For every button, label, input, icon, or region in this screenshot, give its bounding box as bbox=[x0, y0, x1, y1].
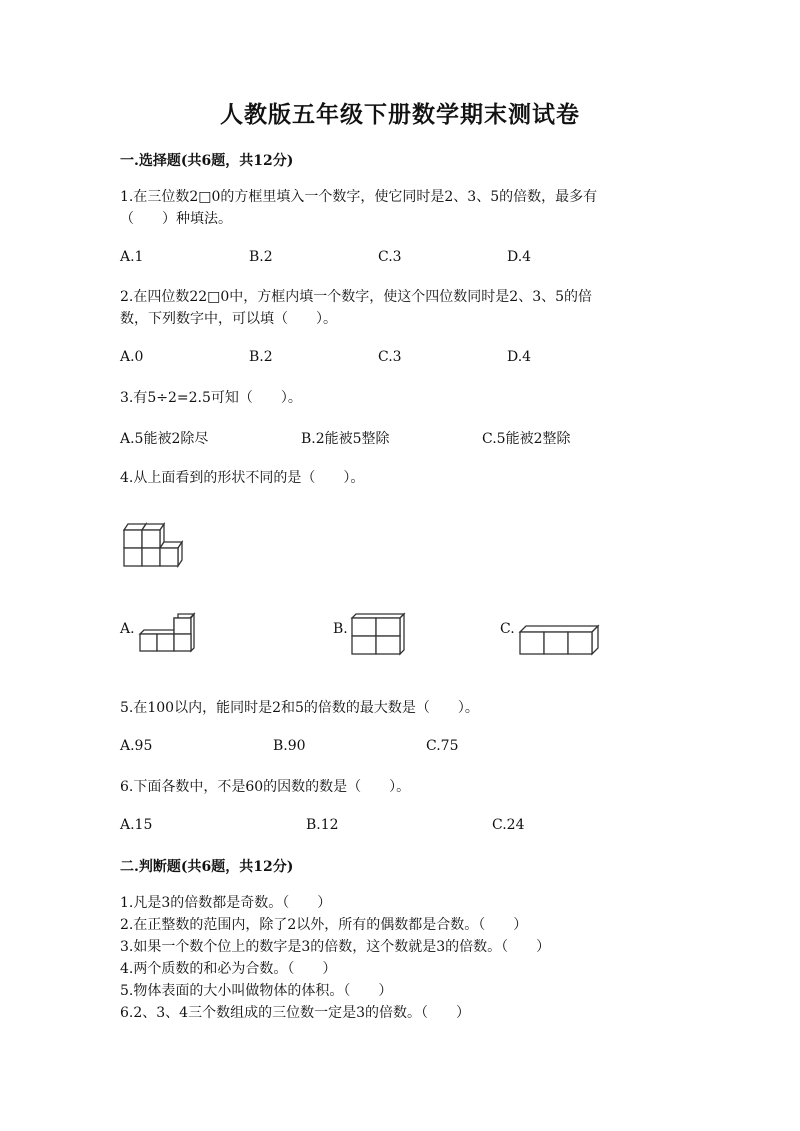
question-1-option-d: D.4 bbox=[507, 249, 532, 265]
question-4-line-1: 4.从上面看到的形状不同的是（ ）。 bbox=[120, 470, 365, 486]
question-6-option-a: A.15 bbox=[120, 817, 153, 833]
option-c-shape-figure bbox=[518, 624, 602, 658]
question-2-line-1: 2.在四位数22□0中，方框内填一个数字，使这个四位数同时是2、3、5的倍 bbox=[120, 289, 593, 305]
judge-item-6: 6.2、3、4三个数组成的三位数一定是3的倍数。（ ） bbox=[120, 1005, 470, 1021]
judge-item-3: 3.如果一个数个位上的数字是3的倍数，这个数就是3的倍数。（ ） bbox=[120, 939, 551, 955]
question-3-option-a: A.5能被2除尽 bbox=[120, 431, 209, 447]
judge-item-1: 1.凡是3的倍数都是奇数。（ ） bbox=[120, 895, 332, 911]
question-3-line-1: 3.有5÷2=2.5可知（ ）。 bbox=[120, 390, 302, 406]
question-2-option-c: C.3 bbox=[378, 349, 402, 365]
question-6-line-1: 6.下面各数中，不是60的因数的数是（ ）。 bbox=[120, 779, 411, 795]
question-1-option-c: C.3 bbox=[378, 249, 402, 265]
question-5-option-b: B.90 bbox=[273, 738, 306, 754]
section-heading-choice: 一.选择题(共6题，共12分) bbox=[120, 153, 294, 169]
question-5-option-c: C.75 bbox=[426, 738, 459, 754]
question-5-line-1: 5.在100以内，能同时是2和5的倍数的最大数是（ ）。 bbox=[120, 700, 479, 716]
option-a-shape-figure bbox=[138, 612, 198, 654]
question-2-option-d: D.4 bbox=[507, 349, 532, 365]
question-4-option-a: A. bbox=[120, 621, 135, 637]
question-2-line-2: 数，下列数字中，可以填（ ）。 bbox=[120, 311, 337, 327]
question-5-option-a: A.95 bbox=[120, 738, 153, 754]
question-4-option-c: C. bbox=[500, 621, 515, 637]
question-6-option-c: C.24 bbox=[492, 817, 525, 833]
page-title: 人教版五年级下册数学期末测试卷 bbox=[220, 101, 580, 128]
question-1-line-2: （ ）种填法。 bbox=[120, 211, 232, 227]
question-1-option-a: A.1 bbox=[120, 249, 144, 265]
judge-item-5: 5.物体表面的大小叫做物体的体积。（ ） bbox=[120, 983, 393, 999]
question-6-option-b: B.12 bbox=[306, 817, 339, 833]
judge-item-2: 2.在正整数的范围内，除了2以外，所有的偶数都是合数。（ ） bbox=[120, 917, 528, 933]
judge-item-4: 4.两个质数的和必为合数。（ ） bbox=[120, 961, 337, 977]
question-1-line-1: 1.在三位数2□0的方框里填入一个数字，使它同时是2、3、5的倍数，最多有 bbox=[120, 189, 598, 205]
question-3-option-c: C.5能被2整除 bbox=[482, 431, 571, 447]
question-1-option-b: B.2 bbox=[249, 249, 273, 265]
question-4-option-b: B. bbox=[333, 621, 348, 637]
question-2-option-a: A.0 bbox=[120, 349, 144, 365]
cube-stack-figure bbox=[120, 520, 190, 572]
option-b-shape-figure bbox=[350, 612, 410, 656]
question-3-option-b: B.2能被5整除 bbox=[301, 431, 390, 447]
question-2-option-b: B.2 bbox=[249, 349, 273, 365]
section-heading-judge: 二.判断题(共6题，共12分) bbox=[120, 859, 294, 875]
